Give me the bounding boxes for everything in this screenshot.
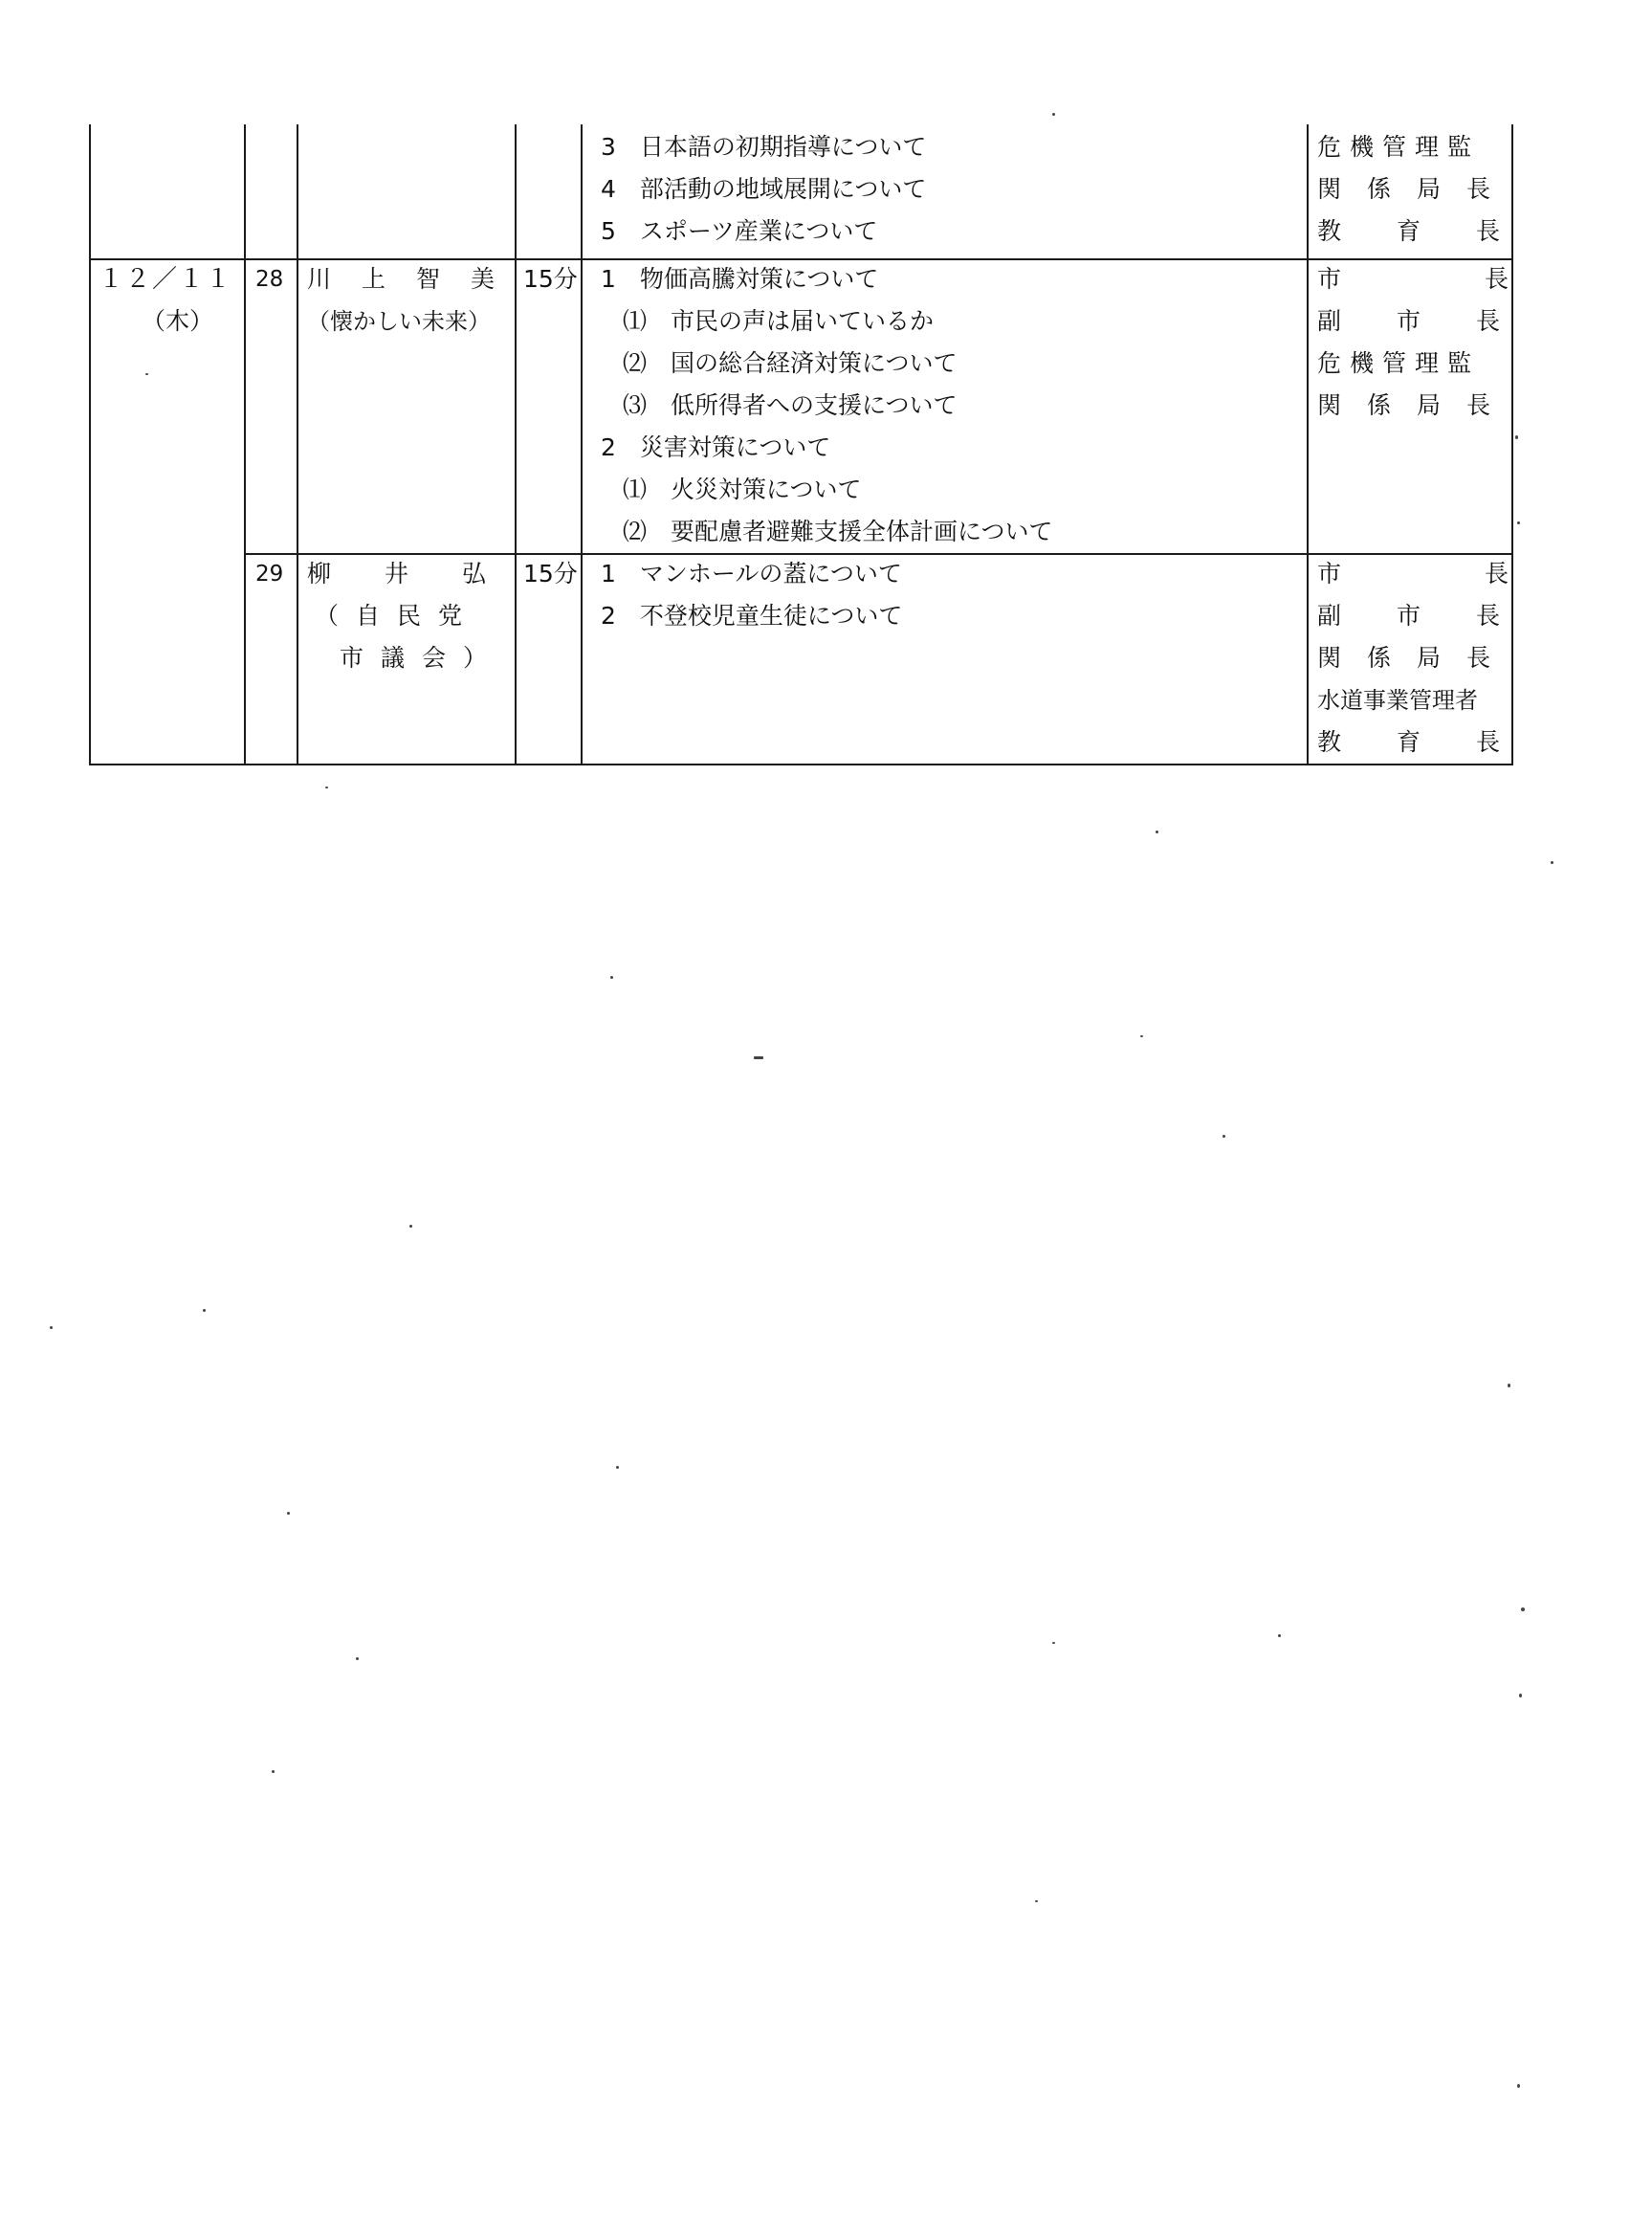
scan-speck — [287, 1512, 290, 1515]
scan-speck — [145, 373, 148, 375]
topic-item: 2 災害対策について — [601, 433, 831, 461]
scan-speck — [1519, 1694, 1522, 1697]
scan-speck — [325, 787, 328, 788]
table-border-bottom — [89, 764, 1513, 765]
topic-subitem: ⑴ 火災対策について — [623, 476, 862, 503]
scan-speck — [616, 1466, 619, 1469]
topic-item: 4 部活動の地域展開について — [601, 175, 927, 203]
respondent: 危機管理監 — [1317, 133, 1481, 161]
respondent: 副市長 — [1317, 307, 1556, 335]
topic-item: 3 日本語の初期指導について — [601, 133, 927, 161]
respondent: 危機管理監 — [1317, 349, 1481, 377]
scan-speck — [1508, 1384, 1510, 1387]
scan-speck — [610, 976, 613, 979]
speaker-name: 川上智美 — [307, 265, 526, 293]
scan-speck — [409, 1225, 412, 1228]
topic-item: 2 不登校児童生徒について — [601, 602, 903, 630]
scan-speck — [1156, 831, 1158, 833]
speaker-number: 28 — [255, 267, 284, 292]
session-weekday: （木） — [142, 307, 214, 335]
scan-speck — [50, 1326, 53, 1329]
topic-subitem: ⑵ 国の総合経済対策について — [623, 349, 958, 377]
respondent: 関係局長 — [1317, 175, 1517, 203]
allotted-time: 15分 — [523, 265, 578, 293]
scan-speck — [1517, 2084, 1520, 2088]
topic-subitem: ⑴ 市民の声は届いているか — [623, 307, 935, 335]
speaker-party: （懐かしい未来） — [307, 308, 491, 335]
topic-subitem: ⑵ 要配慮者避難支援全体計画について — [623, 518, 1053, 545]
respondent: 副市長 — [1317, 602, 1556, 630]
scan-speck — [1052, 113, 1055, 116]
scan-speck — [1517, 521, 1520, 524]
scan-speck — [1140, 1035, 1143, 1037]
speaker-name: 柳井弘 — [307, 560, 540, 587]
scan-speck — [1222, 1135, 1225, 1138]
column-divider — [581, 124, 583, 765]
scan-speck — [1052, 1642, 1055, 1644]
topic-item: 5 スポーツ産業について — [601, 217, 878, 245]
scan-speck — [1551, 861, 1553, 864]
schedule-table — [89, 124, 1652, 765]
respondent: 教育長 — [1317, 217, 1556, 245]
topic-item: 1 マンホールの蓋について — [601, 560, 902, 587]
respondent: 関係局長 — [1317, 644, 1517, 672]
speaker-party: 市議会） — [340, 644, 505, 672]
respondent: 関係局長 — [1317, 391, 1517, 419]
scan-speck — [1515, 435, 1518, 439]
speaker-number: 29 — [255, 562, 284, 587]
column-divider — [515, 124, 517, 765]
respondent: 市長 — [1317, 265, 1652, 293]
session-date: １２／１１ — [99, 265, 233, 294]
column-divider — [297, 124, 298, 765]
column-divider — [244, 124, 246, 765]
topic-subitem: ⑶ 低所得者への支援について — [623, 391, 958, 419]
respondent: 水道事業管理者 — [1317, 687, 1478, 714]
scan-speck — [356, 1657, 359, 1660]
respondent: 教育長 — [1317, 728, 1556, 756]
scan-speck — [1521, 1607, 1525, 1611]
respondent: 市長 — [1317, 560, 1652, 587]
scan-speck — [203, 1309, 206, 1312]
scan-speck — [754, 1056, 763, 1059]
scan-speck — [1035, 1900, 1038, 1902]
scan-speck — [1278, 1634, 1281, 1637]
speaker-party: （自民党 — [315, 602, 480, 630]
topic-item: 1 物価高騰対策について — [601, 265, 879, 293]
scan-speck — [272, 1770, 275, 1773]
column-divider — [1307, 124, 1309, 765]
allotted-time: 15分 — [523, 560, 578, 587]
table-border-left — [89, 124, 91, 765]
